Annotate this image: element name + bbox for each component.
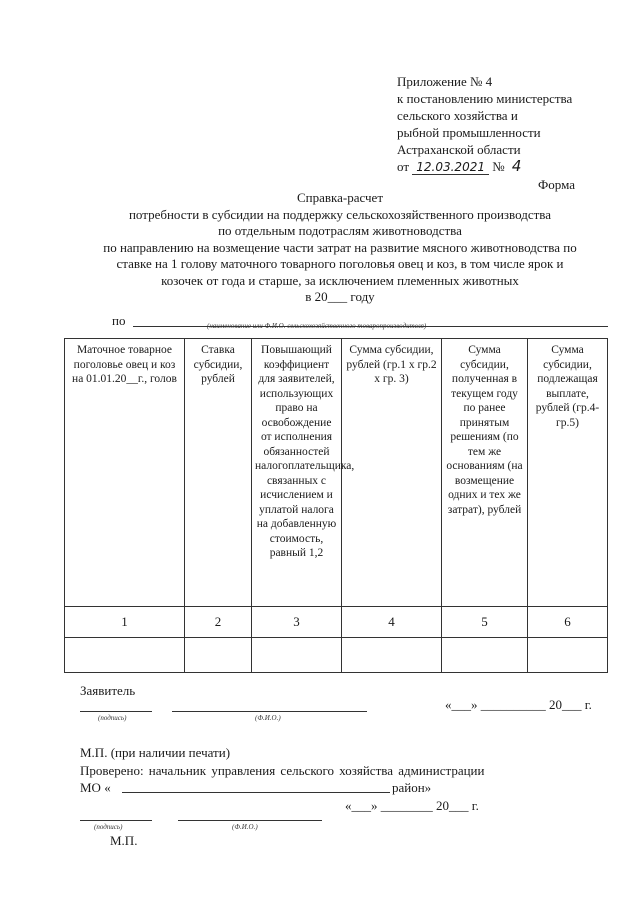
appendix-line-2: к постановлению министерства <box>397 91 573 106</box>
data-cell[interactable] <box>185 638 252 673</box>
document-title <box>60 190 620 306</box>
header-cell: Сумма субсидии, полученная в текущем году по ранее принятым решениям (по тем же основаниям (на возмещение одних и тех же затрат), рублей <box>442 339 528 607</box>
column-number: 4 <box>342 607 442 638</box>
recipient-prefix: по <box>112 313 126 328</box>
recipient-caption: (наименование или Ф.И.О. сельскохозяйственного товаропроизводителя) <box>207 322 427 330</box>
appendix-block <box>397 73 572 176</box>
title-line-6: козочек от года и старше, за исключением племенных животных <box>161 272 519 288</box>
header-cell: Повышающий коэффициент для заявителей, использующих право на освобождение от исполнения обязанностей налогоплательщика, связанных с исчислением и уплатой налога на добавленную стоимость, равный 1,2 <box>252 339 342 607</box>
data-cell[interactable] <box>528 638 608 673</box>
column-number: 2 <box>185 607 252 638</box>
inspector-signature-line[interactable] <box>80 820 152 821</box>
mo-prefix: МО « <box>80 780 111 795</box>
form-label: Форма <box>538 177 575 192</box>
header-cell: Сумма субсидии, подлежащая выплате, рублей (гр.4-гр.5) <box>528 339 608 607</box>
header-cell: Сумма субсидии, рублей (гр.1 х гр.2 х гр. 3) <box>342 339 442 607</box>
verified-by-text: Проверено: начальник управления сельского хозяйства администрации <box>80 763 485 778</box>
applicant-date[interactable]: «___» __________ 20___ г. <box>445 697 592 712</box>
applicant-name-caption: (Ф.И.О.) <box>255 714 281 722</box>
data-cell[interactable] <box>342 638 442 673</box>
title-line-1: Справка-расчет <box>296 190 384 205</box>
appendix-date-line <box>397 158 572 176</box>
seal-note: М.П. (при наличии печати) <box>80 745 231 760</box>
handwritten-date: 12.03.2021 <box>412 160 489 175</box>
column-number: 6 <box>528 607 608 638</box>
header-cell: Ставка субсидии, рублей <box>185 339 252 607</box>
applicant-name-line[interactable] <box>172 711 367 712</box>
seal-bottom: М.П. <box>110 833 138 848</box>
title-line-2: потребности в субсидии на поддержку сельскохозяйственного производства <box>128 206 552 222</box>
mo-suffix: район» <box>392 780 432 795</box>
number-prefix: № <box>492 159 505 174</box>
title-line-3: по отдельным подотраслям животноводства <box>218 223 462 238</box>
data-cell[interactable] <box>65 638 185 673</box>
appendix-line-4: рыбной промышленности <box>397 125 541 140</box>
applicant-label: Заявитель <box>80 683 136 698</box>
inspector-name-caption: (Ф.И.О.) <box>232 823 258 831</box>
header-cell: Маточное товарное поголовье овец и коз на 01.01.20__г., голов <box>65 339 185 607</box>
table-number-row <box>65 607 608 638</box>
appendix-line-5: Астраханской области <box>397 142 521 157</box>
title-line-4: по направлению на возмещение части затрат на развитие мясного животноводства по <box>103 239 577 255</box>
column-number: 5 <box>442 607 528 638</box>
appendix-line-1: Приложение № 4 <box>397 74 493 89</box>
title-line-7: в 20___ году <box>305 289 375 304</box>
inspector-signature-caption: (подпись) <box>94 823 123 831</box>
appendix-line-3: сельского хозяйства и <box>397 108 518 123</box>
data-cell[interactable] <box>442 638 528 673</box>
column-number: 3 <box>252 607 342 638</box>
column-number: 1 <box>65 607 185 638</box>
inspector-date[interactable]: «___» ________ 20___ г. <box>345 798 479 813</box>
subsidy-table <box>64 338 608 673</box>
inspector-name-line[interactable] <box>178 820 322 821</box>
applicant-signature-line[interactable] <box>80 711 152 712</box>
data-cell[interactable] <box>252 638 342 673</box>
table-header-row <box>65 339 608 607</box>
district-field-line[interactable] <box>122 792 390 793</box>
table-data-row <box>65 638 608 673</box>
title-line-5: ставке на 1 голову маточного товарного поголовья овец и коз, в том числе ярок и <box>116 256 564 271</box>
date-prefix: от <box>397 159 410 174</box>
applicant-signature-caption: (подпись) <box>98 714 127 722</box>
handwritten-number: 4 <box>511 157 522 175</box>
